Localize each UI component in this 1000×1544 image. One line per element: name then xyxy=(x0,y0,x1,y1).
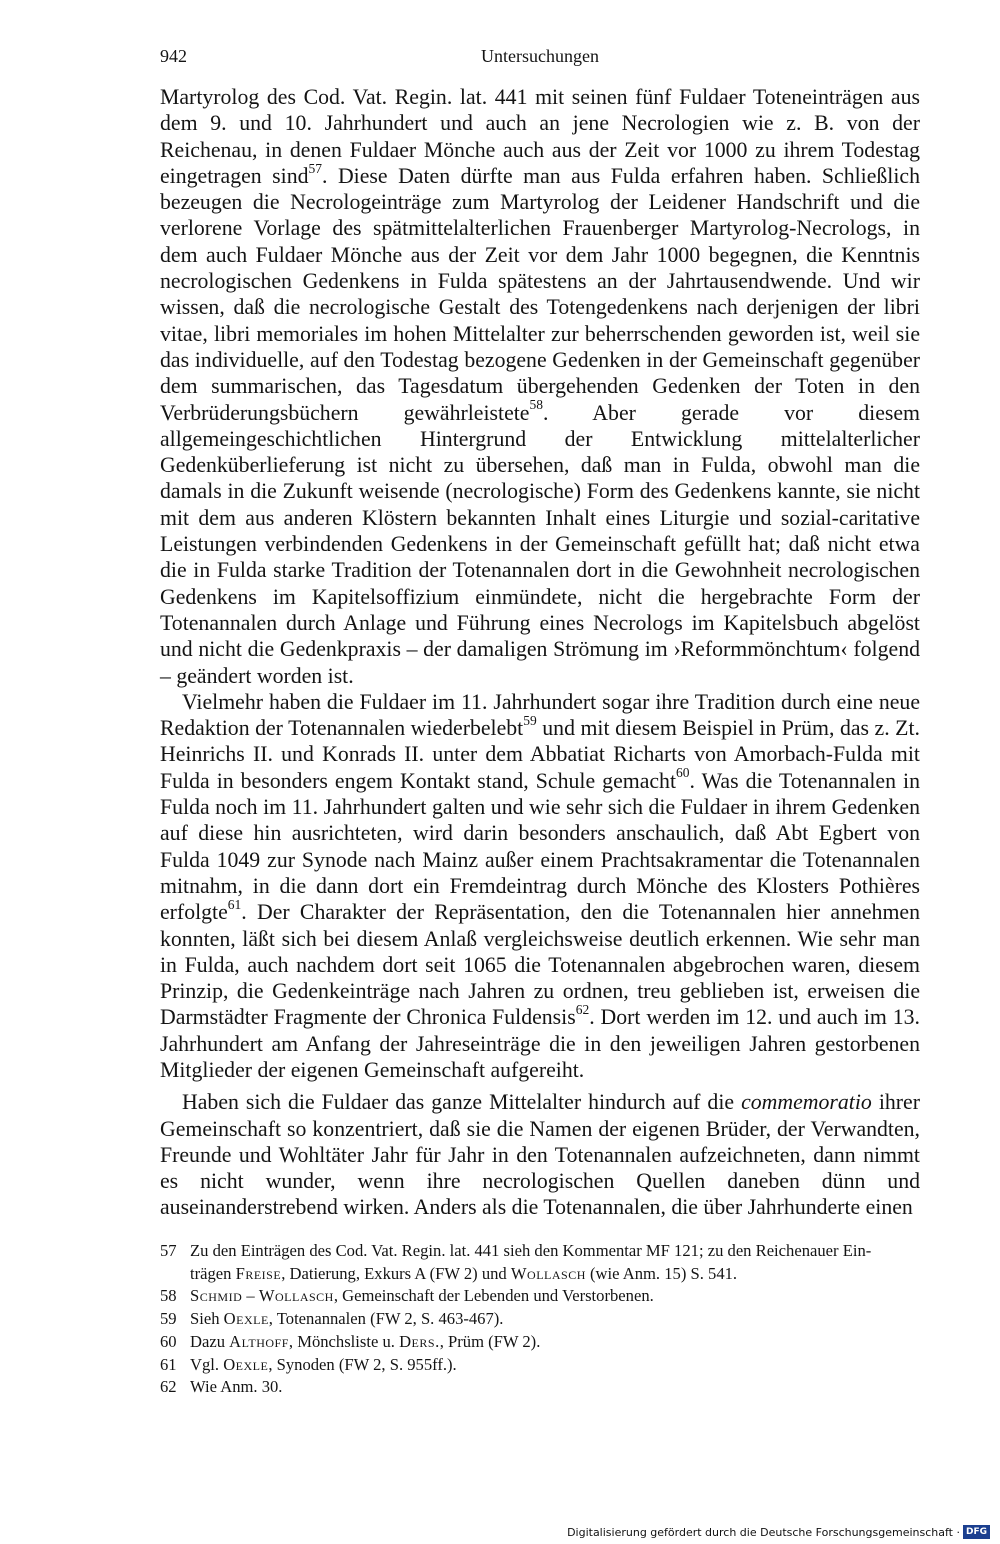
footnote-number: 58 xyxy=(160,1286,177,1306)
text-run: Haben sich die Fuldaer das ganze Mittelalter hindurch auf die xyxy=(182,1090,742,1115)
text-run: Wie Anm. 30. xyxy=(190,1377,283,1397)
text-run: , Totenannalen (FW 2, S. 463-467). xyxy=(268,1309,504,1329)
author-name: Ders. xyxy=(399,1331,440,1351)
footnote-ref-61[interactable]: 61 xyxy=(227,896,242,912)
dfg-logo-icon: DFG xyxy=(963,1525,990,1539)
paragraph-1 xyxy=(160,84,920,689)
text-run: . Diese Daten dürfte man aus Fulda erfahren haben. Schließlich bezeugen die Necrologeinträge zum Martyrolog der Leidener Handschrift und die verlorene Vorlage des spätmittelalterlichen Frauenberger Martyrolog-Necrologs, in dem auch Fuldaer Mönche aus der Zeit vor dem Jahr 1000 begegnen, die Kenntnis necrologischen Gedenkens in Fulda spätestens an der Jahrtausendwende. Und wir wissen, daß die necrologische Gestalt des Totengedenkens nach derjenigen der libri vitae, libri memoriales im hohen Mittelalter zur beherrschenden geworden ist, weil sie das individuelle, auf den Todestag bezogene Gedenken in der Gemeinschaft gegenüber dem summarischen, das Tagesdatum übergehenden Gedenken der Toten in den Verbrüderungsbüchern gewährleistete xyxy=(160,163,920,425)
footnote-57 xyxy=(160,1240,920,1285)
author-name: Schmid xyxy=(190,1286,243,1306)
author-name: Wollasch xyxy=(258,1286,334,1306)
footnote-number: 62 xyxy=(160,1377,177,1397)
text-run: . Der Charakter der Repräsentation, den die Totenannalen hier annehmen konnten, läßt sich bei diesem Anlaß vergleichsweise deutlich erkennen. Wie sehr man in Fulda, auch nachdem dort seit 1065 die Totenannalen abgebrochen waren, diesem Prinzip, die Gedenkeinträge nach Jahren zu ordnen, treu geblieben ist, erweisen die Darmstädter Fragmente der Chronica Fuldensis xyxy=(160,900,920,1030)
paragraph-3 xyxy=(160,1089,920,1220)
text-run: , Mönchsliste u. xyxy=(288,1331,400,1351)
author-name: Freise xyxy=(235,1263,282,1283)
italic-term: commemoratio xyxy=(741,1090,872,1115)
footnote-ref-62[interactable]: 62 xyxy=(575,1002,590,1018)
paragraph-2 xyxy=(160,689,920,1083)
footnote-line xyxy=(190,1263,920,1286)
footnote-60 xyxy=(160,1331,920,1354)
text-run: . Was die Totenannalen in Fulda noch im 11. Jahrhundert galten und wie sehr sich die Fuldaer in ihrem Gedenken auf diese hin ausrichteten, wird darin besonders anschaulich, daß Abt Egbert von Fulda 1049 zur Synode nach Mainz außer einem Prachtsakramentar die Totenannalen mitnahm, in die dann dort ein Fremdeintrag durch Mönche des Klosters Pothières erfolgte xyxy=(160,768,920,925)
text-run: . Aber gerade vor diesem allgemeingeschichtlichen Hintergrund der Entwicklung mittelalterlicher Gedenküberlieferung ist nicht zu übersehen, daß man in Fulda, obwohl man die damals in die Zukunft weisende (necrologische) Form des Gedenkens kannte, sie nicht mit dem aus anderen Klöstern bekannten Inhalt eines Liturgie und sozial-caritative Leistungen verbindenden Gedenkens in der Gemeinschaft gefüllt hat; daß nicht etwa die in Fulda starke Tradition der Totenannalen dort in die Gewohnheit necrologischen Gedenkens im Kapitelsoffizium einmündete, nicht die hergebrachte Form der Totenannalen durch Anlage und Führung eines Necrologs im Kapitelsbuch abgelöst und nicht die Gedenkpraxis – der damaligen Strömung im ›Reformmönchtum‹ folgend – geändert worden ist. xyxy=(160,400,920,688)
author-name: Althoff xyxy=(229,1331,289,1351)
footnote-number: 61 xyxy=(160,1354,177,1374)
page-number: 942 xyxy=(160,46,187,66)
footnote-number: 60 xyxy=(160,1331,177,1351)
text-run: . Dort werden im 12. und auch im 13. Jahrhundert am Anfang der Jahreseinträge die in den jeweiligen Jahren gestorbenen Mitglieder der eigenen Gemeinschaft aufgereiht. xyxy=(160,1005,920,1082)
footnotes xyxy=(160,1240,920,1399)
footnote-ref-57[interactable]: 57 xyxy=(308,160,322,176)
text-run: Martyrolog des Cod. Vat. Regin. lat. 441 mit seinen fünf Fuldaer Toteneinträgen aus dem 9. und 10. Jahrhundert und auch an jene Necrologien wie z. B. von der Reichenau, in denen Fuldaer Mönche auch aus der Zeit vor 1000 zu ihrem Todestag eingetragen sind xyxy=(160,85,920,188)
author-name: Oexle xyxy=(223,1309,269,1329)
footnote-ref-60[interactable]: 60 xyxy=(676,765,690,781)
text-run: , Gemeinschaft der Lebenden und Verstorbenen. xyxy=(333,1286,654,1306)
text-run: ihrer Gemeinschaft so konzentriert, daß sie die Namen der eigenen Brüder, der Verwandten, Freunde und Wohltäter Jahr für Jahr in den Totenannalen aufzeichneten, dann nimmt es nicht wunder, wenn ihre necrologischen Quellen daneben dünn und auseinanderstrebend wirken. Anders als die Totenannalen, die über Jahrhunderte einen xyxy=(160,1090,920,1220)
text-run: Vgl. xyxy=(190,1354,224,1374)
footnote-number: 59 xyxy=(160,1309,177,1329)
main-text xyxy=(160,84,920,1221)
footnote-ref-58[interactable]: 58 xyxy=(529,397,543,413)
credit-text: Digitalisierung gefördert durch die Deutsche Forschungsgemeinschaft · xyxy=(567,1525,960,1539)
text-run: (wie Anm. 15) S. 541. xyxy=(585,1263,738,1283)
author-name: Wollasch xyxy=(510,1263,586,1283)
text-run: trägen xyxy=(190,1263,236,1283)
footnote-number: 57 xyxy=(160,1241,177,1260)
text-run: Sieh xyxy=(190,1309,224,1329)
text-run: , Prüm (FW 2). xyxy=(439,1331,541,1351)
text-run: – xyxy=(242,1286,259,1306)
footnote-61 xyxy=(160,1354,920,1377)
running-head: Untersuchungen xyxy=(481,46,599,66)
footnote-59 xyxy=(160,1308,920,1331)
text-run: Dazu xyxy=(190,1331,230,1351)
author-name: Oexle xyxy=(223,1354,269,1374)
footnote-ref-59[interactable]: 59 xyxy=(523,712,537,728)
footnote-58 xyxy=(160,1285,920,1308)
page-header xyxy=(160,46,920,70)
footnote-line: Zu den Einträgen des Cod. Vat. Regin. lat. 441 sieh den Kommentar MF 121; zu den Reichenauer Ein- xyxy=(190,1241,872,1260)
text-run: Vielmehr haben die Fuldaer im 11. Jahrhundert sogar ihre Tradition durch eine neue Redaktion der Totenannalen wiederbelebt xyxy=(160,689,920,741)
digitization-credit xyxy=(567,1524,990,1540)
text-run: und mit diesem Beispiel in Prüm, das z. Zt. Heinrichs II. und Konrads II. unter dem Abbatiat Richarts von Amorbach-Fulda mit Fulda in besonders engem Kontakt stand, Schule gemacht xyxy=(160,716,920,793)
footnote-62 xyxy=(160,1376,920,1399)
text-run: , Synoden (FW 2, S. 955ff.). xyxy=(268,1354,457,1374)
text-run: , Datierung, Exkurs A (FW 2) und xyxy=(281,1263,511,1283)
